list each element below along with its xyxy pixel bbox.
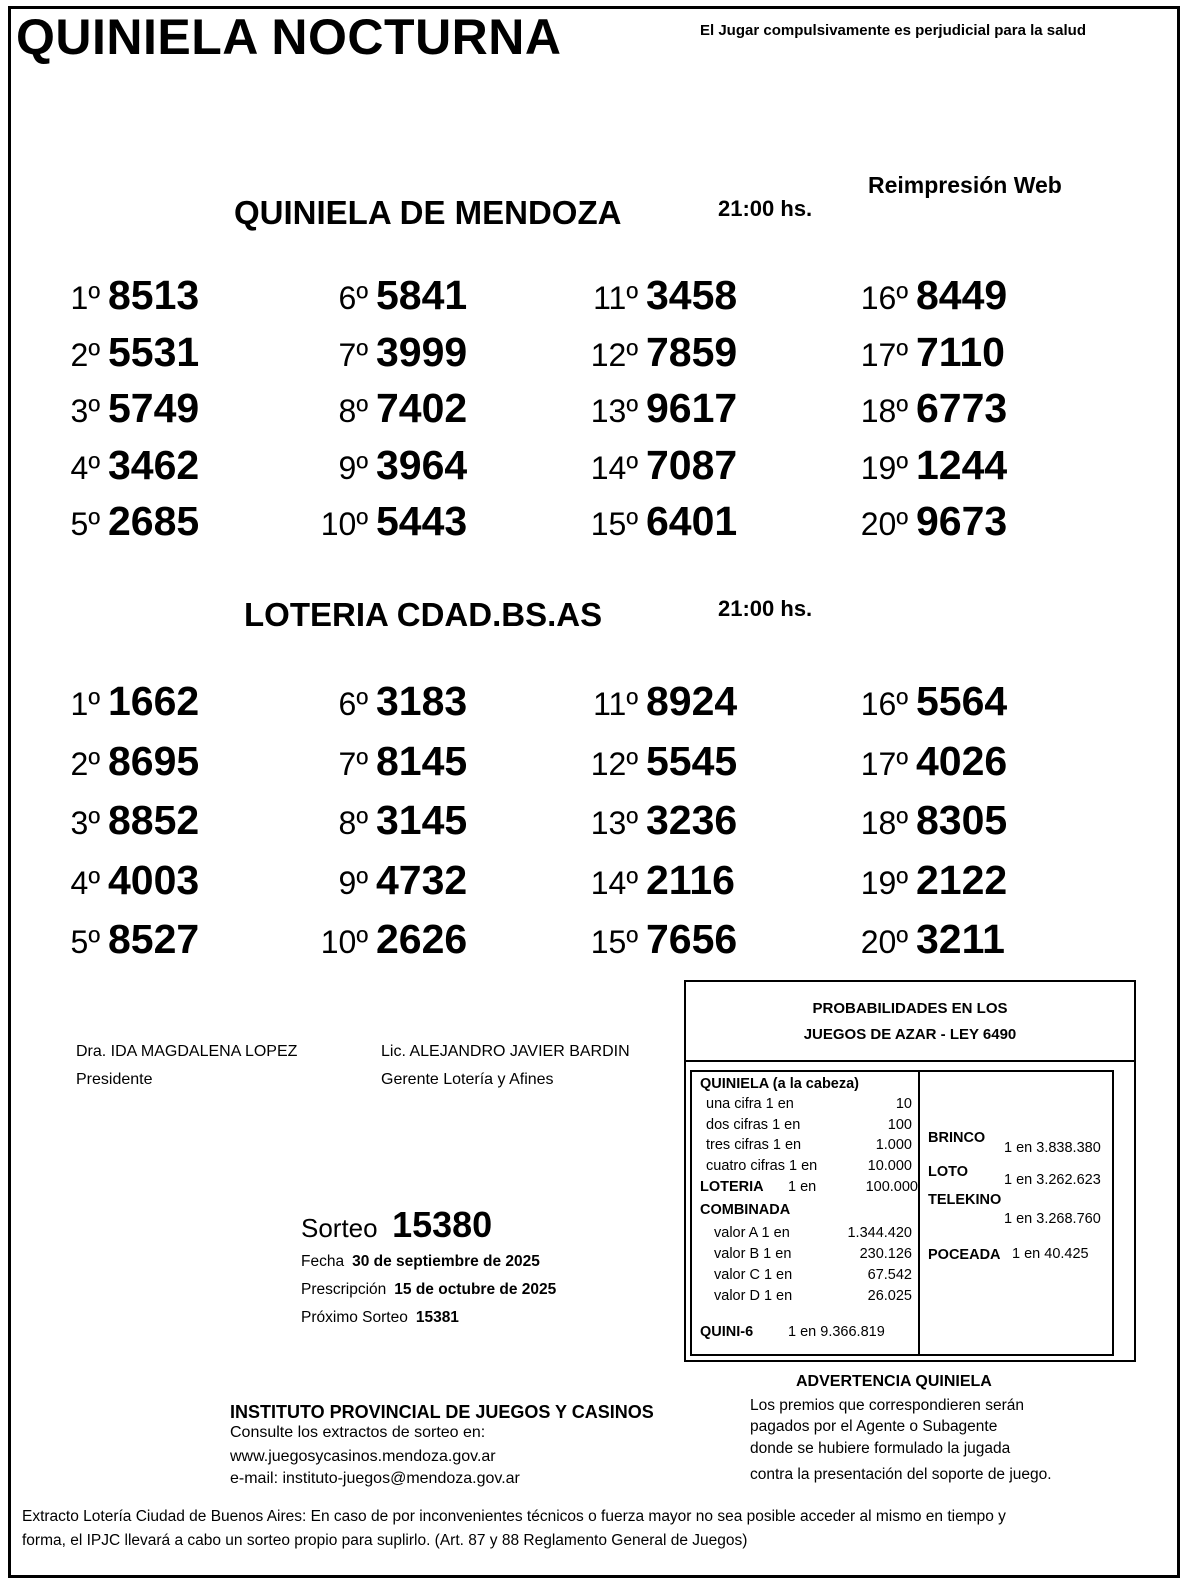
result-cell [0,678,199,725]
loto-label: LOTO [928,1164,969,1180]
result-number: 8513 [108,272,200,318]
result-position: 4º [70,864,100,901]
mendoza-section-title: QUINIELA DE MENDOZA [234,194,622,231]
fecha-value: 30 de septiembre de 2025 [352,1253,540,1270]
result-cell [808,797,1007,844]
result-number: 8145 [376,737,468,784]
result-number: 4026 [916,737,1008,784]
president-role: Presidente [76,1071,153,1088]
result-position: 6º [338,280,368,316]
result-position: 5º [70,506,100,542]
odds-row-label: una cifra 1 en [706,1096,794,1112]
result-position: 10º [320,506,368,542]
result-cell [0,857,199,904]
result-cell [0,797,199,844]
result-number: 2685 [108,498,200,544]
result-number: 8305 [916,797,1008,843]
result-cell [268,857,467,904]
result-position: 4º [70,449,100,486]
result-number: 9617 [646,385,738,431]
institute-website-link[interactable]: www.juegosycasinos.mendoza.gov.ar [230,1448,496,1465]
result-cell [0,385,199,432]
result-position: 14º [590,864,638,901]
result-number: 7656 [646,916,738,962]
result-position: 11º [593,686,638,722]
health-warning: El Jugar compulsivamente es perjudicial para la salud [700,22,1086,39]
result-position: 3º [70,805,100,841]
result-position: 9º [338,864,368,901]
odds-row-label: valor B 1 en [714,1246,792,1262]
result-position: 2º [70,336,100,373]
result-position: 7º [338,336,368,373]
result-cell [538,857,735,904]
result-cell [538,738,737,785]
result-position: 9º [338,449,368,486]
probabilities-table [690,1070,1114,1356]
result-number: 2626 [376,916,468,962]
odds-row-value: 10.000 [867,1157,912,1174]
page-title: QUINIELA NOCTURNA [16,9,562,65]
result-number: 6773 [916,385,1008,431]
probabilities-header [686,982,1134,1062]
institute-email-link[interactable]: e-mail: instituto-juegos@mendoza.gov.ar [230,1470,520,1487]
quiniela-odds-title: QUINIELA (a la cabeza) [700,1076,860,1092]
result-position: 11º [593,280,638,316]
combinada-odds-title: COMBINADA [700,1202,791,1218]
result-position: 7º [338,745,368,782]
probabilities-divider [918,1072,920,1354]
result-cell [268,385,467,432]
result-cell [538,272,737,319]
proximo-label: Próximo Sorteo [301,1309,408,1326]
result-number: 9673 [916,498,1008,544]
result-position: 15º [590,924,638,960]
result-number: 7402 [376,385,468,431]
president-name: Dra. IDA MAGDALENA LOPEZ [76,1043,298,1060]
result-cell [538,678,737,725]
result-position: 13º [590,805,638,841]
result-number: 2122 [916,856,1008,903]
mendoza-draw-time: 21:00 hs. [718,196,813,221]
sorteo-block [301,1204,492,1246]
odds-row-value: 10 [895,1096,912,1112]
result-cell [538,498,737,545]
result-cell [268,498,467,545]
result-position: 17º [860,336,908,373]
result-cell [268,916,467,963]
result-position: 1º [70,280,100,316]
result-position: 16º [860,686,908,722]
result-position: 8º [338,805,368,841]
result-cell [0,329,199,376]
result-number: 3183 [376,678,468,724]
manager-name: Lic. ALEJANDRO JAVIER BARDIN [381,1043,630,1060]
advertencia-title: ADVERTENCIA QUINIELA [796,1373,992,1390]
result-position: 8º [338,393,368,429]
odds-row-label: valor C 1 en [714,1267,793,1283]
telekino-label: TELEKINO [928,1192,1002,1208]
result-position: 2º [70,745,100,782]
loteria-odds-text: 1 en [788,1179,817,1195]
fecha-label: Fecha [301,1253,345,1270]
probabilities-title-line2: JUEGOS DE AZAR - LEY 6490 [803,1026,1017,1043]
result-number: 3145 [376,797,468,843]
result-cell [808,678,1007,725]
result-number: 3211 [916,916,1005,962]
result-position: 20º [860,506,908,542]
loteria-draw-time: 21:00 hs. [718,596,813,621]
poceada-value: 1 en 40.425 [1012,1246,1089,1262]
odds-row-value: 67.542 [867,1267,912,1283]
result-number: 3458 [646,272,738,318]
prescripcion-label: Prescripción [301,1281,387,1298]
result-cell [808,498,1007,545]
result-position: 17º [860,745,908,782]
result-cell [268,329,467,376]
advertencia-line: contra la presentación del soporte de juego. [750,1466,1052,1483]
result-position: 18º [860,805,908,841]
advertencia-line: Los premios que correspondieren serán [750,1397,1024,1414]
result-cell [808,738,1007,785]
institute-name: INSTITUTO PROVINCIAL DE JUEGOS Y CASINOS [230,1402,654,1422]
result-position: 5º [70,924,100,960]
result-number: 5531 [108,328,200,375]
result-position: 14º [590,449,638,486]
result-number: 2116 [646,856,735,903]
probabilities-title-line1: PROBABILIDADES EN LOS [812,1000,1008,1017]
result-number: 8527 [108,916,200,962]
result-cell [538,385,737,432]
result-cell [808,385,1007,432]
odds-row-value: 1.000 [875,1137,912,1153]
result-number: 4732 [376,856,468,903]
odds-row-value: 26.025 [867,1288,912,1304]
odds-row-label: dos cifras 1 en [706,1116,801,1133]
prescripcion-row [301,1281,556,1299]
result-number: 7087 [646,441,738,488]
result-position: 12º [590,745,638,782]
telekino-value: 1 en 3.268.760 [1004,1211,1101,1227]
result-cell [808,916,1005,963]
poceada-label: POCEADA [928,1247,1001,1263]
institute-consult-text: Consulte los extractos de sorteo en: [230,1424,486,1441]
result-cell [0,738,199,785]
result-number: 5841 [376,272,468,318]
result-cell [538,916,737,963]
result-position: 1º [70,686,100,722]
odds-row-value: 1.344.420 [847,1225,912,1241]
result-cell [538,442,737,489]
result-cell [0,442,199,489]
result-number: 6401 [646,498,738,544]
result-position: 16º [860,280,908,316]
result-number: 8852 [108,797,200,843]
result-cell [808,329,1005,376]
result-cell [268,678,467,725]
result-number: 3999 [376,328,468,375]
footer-line1: Extracto Lotería Ciudad de Buenos Aires: En caso de por inconvenientes técnicos o fuerza mayor no sea posible acceder al mismo en tiempo y [22,1508,1006,1525]
result-number: 1662 [108,678,200,724]
result-number: 3236 [646,797,738,843]
brinco-label: BRINCO [928,1130,986,1146]
result-cell [0,272,199,319]
loteria-odds-value: 100.000 [865,1179,918,1195]
quini6-label: QUINI-6 [700,1324,754,1340]
result-number: 1244 [916,441,1008,488]
probabilities-box [684,980,1136,1362]
result-number: 8695 [108,737,200,784]
result-position: 6º [338,686,368,722]
result-position: 3º [70,393,100,429]
result-position: 12º [590,336,638,373]
sorteo-number: 15380 [392,1204,493,1245]
result-number: 4003 [108,856,200,903]
result-position: 13º [590,393,638,429]
result-position: 15º [590,506,638,542]
result-number: 3462 [108,441,200,488]
manager-role: Gerente Lotería y Afines [381,1071,554,1088]
odds-row-label: cuatro cifras 1 en [706,1157,818,1174]
result-number: 8449 [916,272,1008,318]
result-cell [538,797,737,844]
result-number: 3964 [376,441,468,488]
odds-row-value: 100 [887,1116,912,1133]
result-number: 5564 [916,678,1008,724]
odds-row-label: valor D 1 en [714,1288,793,1304]
result-number: 7110 [916,328,1005,375]
result-position: 10º [320,924,368,960]
quini6-value: 1 en 9.366.819 [788,1324,885,1340]
result-cell [538,329,737,376]
proximo-row [301,1309,459,1327]
sorteo-label: Sorteo [301,1213,378,1243]
proximo-value: 15381 [415,1309,459,1326]
odds-row-label: tres cifras 1 en [706,1137,802,1153]
result-position: 19º [860,864,908,901]
result-cell [808,272,1007,319]
result-position: 18º [860,393,908,429]
result-cell [268,272,467,319]
result-cell [268,442,467,489]
reprint-label: Reimpresión Web [868,172,1062,198]
result-number: 5545 [646,737,738,784]
fecha-row [301,1253,540,1271]
result-position: 19º [860,449,908,486]
result-cell [0,916,199,963]
result-cell [268,797,467,844]
loto-value: 1 en 3.262.623 [1004,1172,1101,1188]
odds-row-label: valor A 1 en [714,1225,790,1241]
loteria-odds-label: LOTERIA [700,1179,764,1195]
result-number: 8924 [646,678,738,724]
advertencia-line: donde se hubiere formulado la jugada [750,1440,1011,1457]
prescripcion-value: 15 de octubre de 2025 [394,1281,557,1298]
footer-line2: forma, el IPJC llevará a cabo un sorteo propio para suplirlo. (Art. 87 y 88 Reglamento General de Juegos) [22,1532,748,1549]
brinco-value: 1 en 3.838.380 [1004,1140,1101,1156]
result-number: 7859 [646,328,738,375]
loteria-section-title: LOTERIA CDAD.BS.AS [244,596,603,633]
result-cell [0,498,199,545]
result-cell [808,442,1007,489]
advertencia-line: pagados por el Agente o Subagente [750,1418,998,1435]
result-position: 20º [860,924,908,960]
result-cell [268,738,467,785]
result-number: 5443 [376,498,468,544]
result-number: 5749 [108,385,200,431]
result-cell [808,857,1007,904]
odds-row-value: 230.126 [859,1246,912,1262]
